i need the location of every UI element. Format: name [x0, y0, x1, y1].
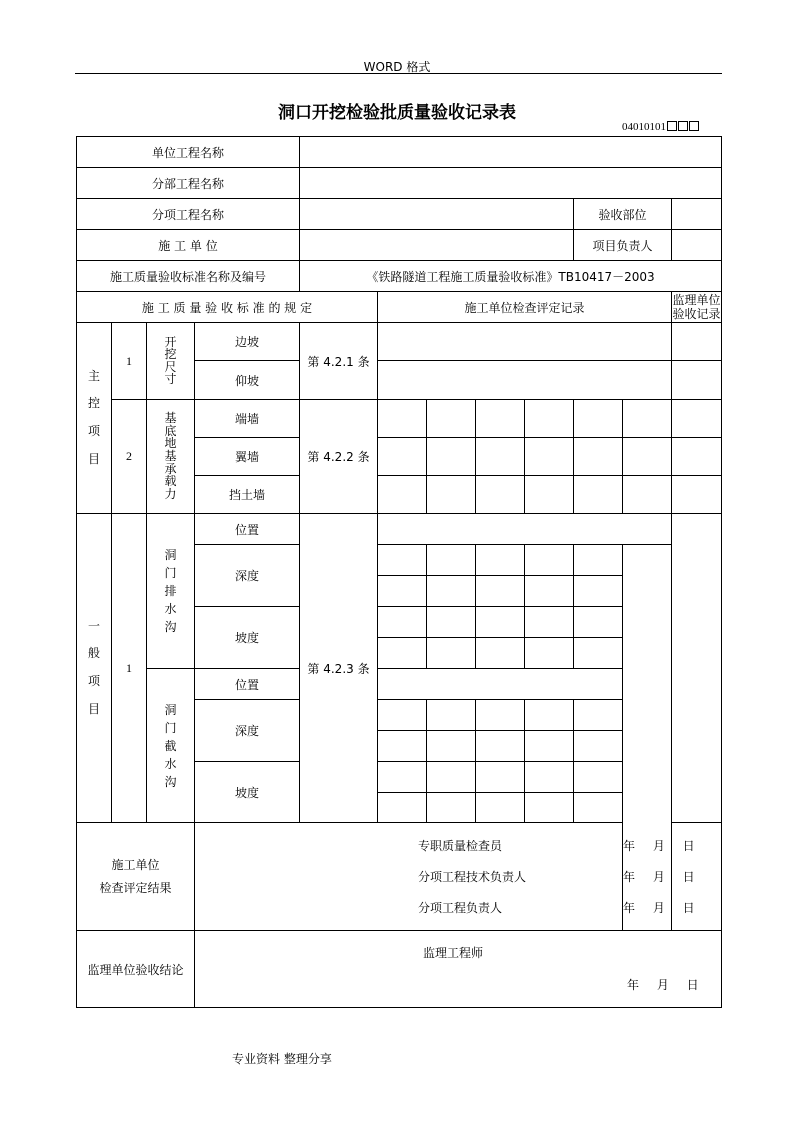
- construction-unit-label: 施 工 单 位: [77, 230, 300, 261]
- drain-sub-slope: 坡度: [195, 607, 300, 669]
- contractor-record-column-header: 施工单位检查评定记录: [378, 292, 672, 323]
- main-item-2-sub-1: 端墙: [195, 400, 300, 438]
- header-rule: [75, 73, 722, 74]
- main-item-1-clause: 第 4.2.1 条: [300, 323, 378, 400]
- intercept-sub-slope: 坡度: [195, 762, 300, 823]
- unit-project-field[interactable]: [300, 137, 722, 168]
- supervisor-cell[interactable]: [672, 476, 722, 514]
- item-lead-label: 分项工程负责人: [418, 901, 503, 915]
- record-cell[interactable]: [574, 607, 623, 638]
- record-cell[interactable]: [574, 576, 623, 607]
- record-cell[interactable]: [574, 793, 623, 823]
- sub-project-label: 分部工程名称: [77, 168, 300, 199]
- record-cell[interactable]: [525, 762, 574, 793]
- record-cell[interactable]: [378, 323, 672, 361]
- record-cell[interactable]: [427, 576, 476, 607]
- record-cell[interactable]: [378, 607, 427, 638]
- record-cell[interactable]: [525, 607, 574, 638]
- spec-column-header: 施 工 质 量 验 收 标 准 的 规 定: [77, 292, 378, 323]
- record-cell[interactable]: [378, 476, 427, 514]
- unit-project-label: 单位工程名称: [77, 137, 300, 168]
- record-cell[interactable]: [476, 638, 525, 669]
- record-cell[interactable]: [476, 700, 525, 731]
- record-cell[interactable]: [378, 700, 427, 731]
- supervisor-cell[interactable]: [672, 514, 722, 823]
- record-cell[interactable]: [427, 476, 476, 514]
- record-cell[interactable]: [476, 545, 525, 576]
- code-box: [689, 121, 699, 131]
- supervisor-result-label: 监理单位验收结论: [77, 931, 195, 1008]
- record-cell[interactable]: [525, 731, 574, 762]
- record-cell[interactable]: [525, 545, 574, 576]
- intercept-sub-position: 位置: [195, 669, 300, 700]
- item-project-field[interactable]: [300, 199, 574, 230]
- supervisor-cell[interactable]: [672, 438, 722, 476]
- record-cell[interactable]: [574, 762, 623, 793]
- record-cell[interactable]: [378, 638, 427, 669]
- contractor-result-area[interactable]: [195, 823, 722, 931]
- supervisor-record-header-line2: 验收记录: [672, 307, 721, 321]
- record-cell[interactable]: [378, 793, 427, 823]
- inspector-label: 专职质量检查员: [418, 839, 503, 853]
- main-item-2-sub-3: 挡土墙: [195, 476, 300, 514]
- supervisor-date: 年 月 日: [627, 978, 699, 992]
- main-item-2-name: 基底地基承载力: [147, 400, 195, 514]
- record-cell[interactable]: [476, 576, 525, 607]
- main-item-2-no: 2: [112, 400, 147, 514]
- main-item-1-sub-1: 边坡: [195, 323, 300, 361]
- record-cell[interactable]: [476, 400, 525, 438]
- record-cell[interactable]: [525, 638, 574, 669]
- contractor-result-label-line2: 检查评定结果: [99, 880, 172, 895]
- record-cell[interactable]: [427, 638, 476, 669]
- record-cell[interactable]: [378, 669, 623, 700]
- standard-label: 施工质量验收标准名称及编号: [77, 261, 300, 292]
- project-manager-label: 项目负责人: [574, 230, 672, 261]
- record-cell[interactable]: [574, 700, 623, 731]
- record-cell[interactable]: [476, 607, 525, 638]
- supervisor-engineer-label: 监理工程师: [423, 946, 484, 960]
- main-item-2-clause: 第 4.2.2 条: [300, 400, 378, 514]
- record-cell[interactable]: [378, 514, 672, 545]
- inspection-part-label: 验收部位: [574, 199, 672, 230]
- record-cell[interactable]: [476, 476, 525, 514]
- record-cell[interactable]: [427, 438, 476, 476]
- record-cell[interactable]: [574, 731, 623, 762]
- project-manager-field[interactable]: [672, 230, 722, 261]
- record-cell[interactable]: [427, 607, 476, 638]
- supervisor-result-area[interactable]: [195, 931, 722, 1008]
- main-items-label: 主控项目: [77, 323, 112, 514]
- record-cell[interactable]: [378, 576, 427, 607]
- inspector-date: 年 月 日: [623, 839, 695, 853]
- record-cell[interactable]: [525, 700, 574, 731]
- sub-project-field[interactable]: [300, 168, 722, 199]
- record-cell[interactable]: [525, 400, 574, 438]
- supervisor-cell[interactable]: [672, 323, 722, 361]
- record-cell[interactable]: [427, 400, 476, 438]
- contractor-result-label-line1: 施工单位: [111, 857, 160, 872]
- record-cell[interactable]: [574, 400, 623, 438]
- page-footer: 专业资料 整理分享: [232, 1052, 332, 1066]
- record-cell[interactable]: [476, 731, 525, 762]
- intercept-sub-depth: 深度: [195, 700, 300, 762]
- record-cell[interactable]: [427, 545, 476, 576]
- record-cell[interactable]: [378, 400, 427, 438]
- record-cell[interactable]: [476, 793, 525, 823]
- code-box: [678, 121, 688, 131]
- supervisor-record-header-line1: 监理单位: [672, 292, 721, 307]
- tech-lead-label: 分项工程技术负责人: [418, 870, 527, 884]
- construction-unit-field[interactable]: [300, 230, 574, 261]
- form-code-number: 04010101: [622, 121, 666, 133]
- record-cell[interactable]: [574, 438, 623, 476]
- record-cell[interactable]: [427, 731, 476, 762]
- item-lead-date: 年 月 日: [623, 901, 695, 915]
- supervisor-cell[interactable]: [672, 361, 722, 400]
- standard-value: 《铁路隧道工程施工质量验收标准》TB10417－2003: [300, 261, 722, 292]
- general-intercept-name: 洞门截水沟: [147, 669, 195, 823]
- record-cell[interactable]: [378, 731, 427, 762]
- record-cell[interactable]: [574, 476, 623, 514]
- record-cell[interactable]: [378, 438, 427, 476]
- general-item-clause: 第 4.2.3 条: [300, 514, 378, 823]
- record-cell[interactable]: [476, 438, 525, 476]
- supervisor-cell[interactable]: [672, 400, 722, 438]
- form-title: 洞口开挖检验批质量验收记录表: [278, 103, 516, 123]
- record-cell[interactable]: [378, 762, 427, 793]
- page-header: WORD 格式: [363, 60, 431, 74]
- general-item-1-no: 1: [112, 514, 147, 823]
- form-code: [622, 121, 699, 133]
- record-cell[interactable]: [525, 793, 574, 823]
- record-cell[interactable]: [525, 576, 574, 607]
- general-items-label: 一般项目: [77, 514, 112, 823]
- record-cell[interactable]: [574, 545, 623, 576]
- drain-sub-depth: 深度: [195, 545, 300, 607]
- record-cell[interactable]: [427, 762, 476, 793]
- item-project-label: 分项工程名称: [77, 199, 300, 230]
- contractor-result-label: [77, 823, 195, 931]
- supervisor-record-column-header: [672, 292, 722, 323]
- tech-lead-date: 年 月 日: [623, 870, 695, 884]
- record-cell[interactable]: [623, 438, 672, 476]
- inspection-form-table: [76, 136, 722, 1008]
- record-cell[interactable]: [525, 476, 574, 514]
- record-cell[interactable]: [525, 438, 574, 476]
- record-cell[interactable]: [623, 476, 672, 514]
- main-item-1-name: 开挖尺寸: [147, 323, 195, 400]
- record-cell[interactable]: [623, 400, 672, 438]
- record-cell[interactable]: [427, 700, 476, 731]
- record-cell[interactable]: [476, 762, 525, 793]
- drain-sub-position: 位置: [195, 514, 300, 545]
- code-box: [667, 121, 677, 131]
- main-item-2-sub-2: 翼墙: [195, 438, 300, 476]
- main-item-1-sub-2: 仰坡: [195, 361, 300, 400]
- record-cell[interactable]: [574, 638, 623, 669]
- record-cell[interactable]: [378, 545, 427, 576]
- main-item-1-no: 1: [112, 323, 147, 400]
- general-drain-name: 洞门排水沟: [147, 514, 195, 669]
- record-cell[interactable]: [427, 793, 476, 823]
- record-cell[interactable]: [378, 361, 672, 400]
- inspection-part-field[interactable]: [672, 199, 722, 230]
